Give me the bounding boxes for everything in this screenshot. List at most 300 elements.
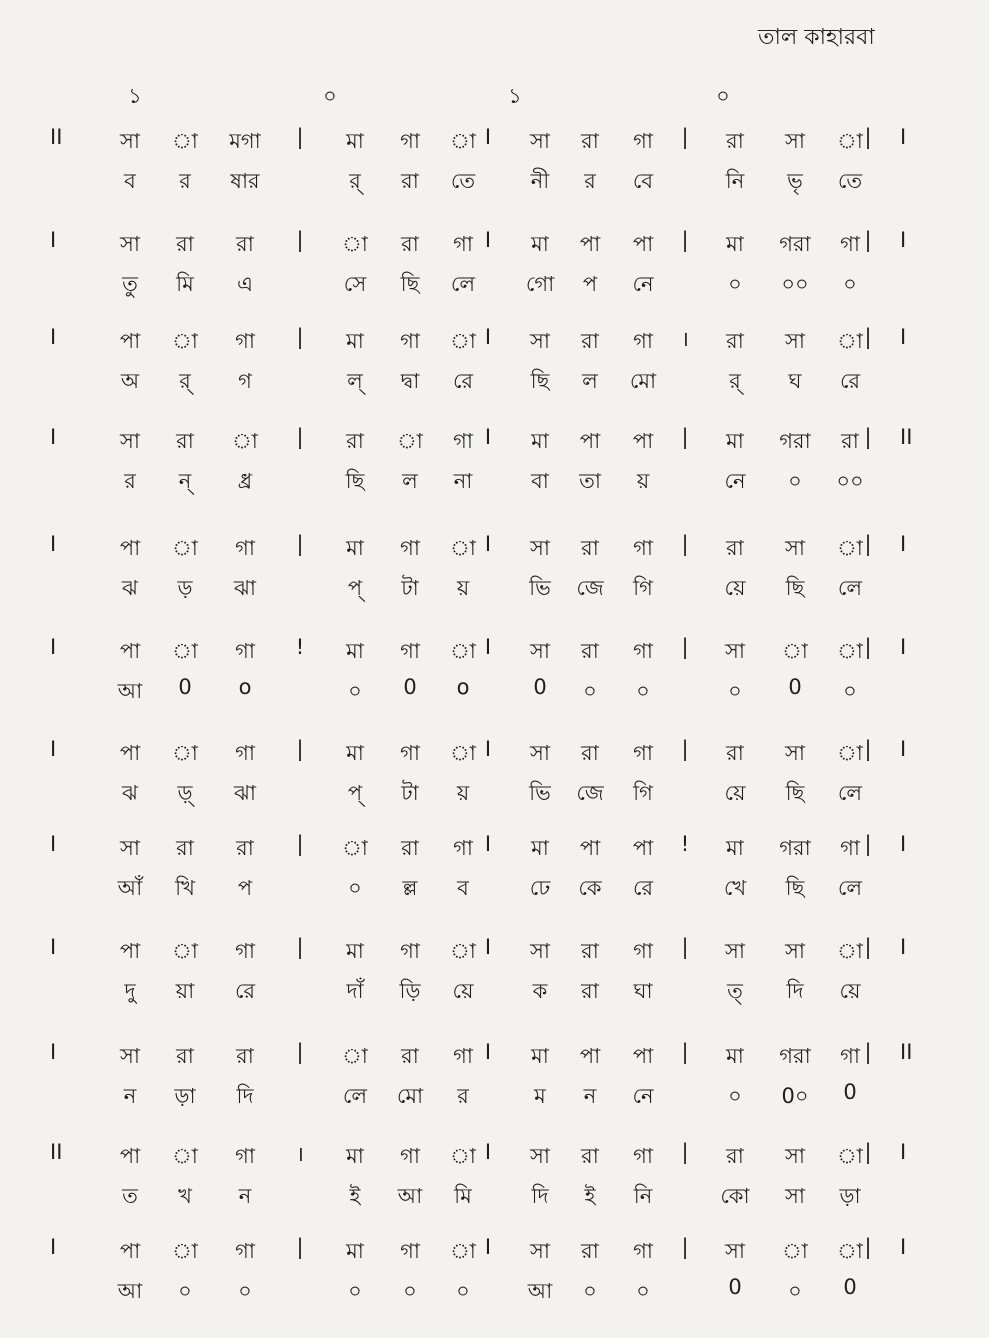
swara-note: গরা <box>779 429 811 453</box>
lyric-syllable: ড়্ <box>177 781 193 805</box>
swara-note: া <box>172 329 198 353</box>
swara-note: া <box>450 329 476 353</box>
lyric-syllable: ই <box>349 1184 361 1208</box>
lyric-syllable: র <box>584 169 596 193</box>
swara-note: রা <box>726 1144 744 1168</box>
lyric-syllable: লে <box>837 781 863 805</box>
lyric-syllable: ο <box>456 675 470 699</box>
swara-note: পা <box>632 232 654 256</box>
lyrics-row <box>0 268 989 302</box>
lyric-syllable: আ <box>117 679 143 703</box>
swara-note: া <box>450 1144 476 1168</box>
swara-note: সা <box>725 639 745 663</box>
swara-row <box>0 832 989 866</box>
swara-note: া <box>172 536 198 560</box>
bar-start-mark: I <box>50 635 57 659</box>
lyric-syllable: ছি <box>785 876 805 900</box>
bar-start-mark: I <box>50 228 57 252</box>
lyrics-row <box>0 365 989 399</box>
beat-separator: | <box>864 1040 872 1064</box>
lyric-syllable: আ <box>397 1184 423 1208</box>
swara-note: সা <box>530 741 550 765</box>
swara-note: পা <box>632 429 654 453</box>
swara-note: মা <box>531 836 549 860</box>
bar-start-mark: I <box>50 325 57 349</box>
beat-separator: | <box>864 1140 872 1164</box>
lyric-syllable: ০ <box>583 1279 597 1303</box>
swara-note: পা <box>579 1044 601 1068</box>
swara-note: গা <box>400 329 420 353</box>
lyric-syllable: খ <box>178 1184 192 1208</box>
swara-note: া <box>342 1044 368 1068</box>
lyric-syllable: য়ে <box>724 781 746 805</box>
swara-note: া <box>837 536 863 560</box>
swara-note: া <box>837 129 863 153</box>
swara-note: গা <box>840 232 860 256</box>
lyric-syllable: ঘা <box>633 979 653 1003</box>
lyric-syllable: ব <box>124 169 136 193</box>
swara-note: গরা <box>779 836 811 860</box>
swara-note: রা <box>176 1044 194 1068</box>
swara-row <box>0 425 989 459</box>
lyric-syllable: টা <box>401 576 419 600</box>
beat-separator: | <box>296 737 304 761</box>
swara-note: মা <box>346 741 364 765</box>
lyric-syllable: রে <box>839 369 861 393</box>
lyric-syllable: ০ <box>728 272 742 296</box>
swara-row <box>0 935 989 969</box>
swara-note: গা <box>400 939 420 963</box>
lyric-syllable: ভৃ <box>787 169 803 193</box>
lyric-syllable: জে <box>576 576 604 600</box>
lyric-syllable: গি <box>633 576 653 600</box>
beat-separator: | <box>296 125 304 149</box>
lyric-syllable: 0 <box>533 675 547 699</box>
lyric-syllable: ত <box>122 1184 138 1208</box>
bar-end-mark: I <box>900 737 907 761</box>
bar-start-mark: I <box>50 532 57 556</box>
lyric-syllable: ভি <box>529 781 551 805</box>
swara-note: সা <box>725 1239 745 1263</box>
swara-note: সা <box>530 1144 550 1168</box>
swara-note: মা <box>346 1239 364 1263</box>
lyric-syllable: ০ <box>728 1084 742 1108</box>
swara-note: রা <box>236 836 254 860</box>
lyric-syllable: রে <box>234 979 256 1003</box>
swara-note: া <box>450 741 476 765</box>
lyric-syllable: দু <box>124 979 136 1003</box>
swara-note: মা <box>346 639 364 663</box>
swara-note: রা <box>401 1044 419 1068</box>
notation-block <box>0 737 989 833</box>
lyric-syllable: ধ্র <box>237 469 253 493</box>
swara-note: সা <box>530 129 550 153</box>
swara-note: া <box>837 639 863 663</box>
swara-row <box>0 532 989 566</box>
lyric-syllable: ব <box>457 876 469 900</box>
beat-separator: | <box>681 635 689 659</box>
swara-note: রা <box>176 429 194 453</box>
swara-note: রা <box>346 429 364 453</box>
lyric-syllable: ড়া <box>839 1184 861 1208</box>
swara-note: মা <box>346 939 364 963</box>
swara-note: রা <box>581 329 599 353</box>
lyric-syllable: ঝা <box>234 576 256 600</box>
swara-note: পা <box>119 639 141 663</box>
swara-note: গরা <box>779 1044 811 1068</box>
lyric-syllable: কো <box>720 1184 750 1208</box>
lyric-syllable: য়ে <box>839 979 861 1003</box>
beat-separator: | <box>681 125 689 149</box>
tala-mark: ০ <box>323 84 337 108</box>
swara-note: সা <box>120 129 140 153</box>
swara-note: া <box>172 639 198 663</box>
lyric-syllable: নি <box>633 1184 653 1208</box>
swara-note: মা <box>726 1044 744 1068</box>
notation-block <box>0 425 989 521</box>
lyric-syllable: দি <box>786 979 804 1003</box>
notation-block <box>0 325 989 421</box>
swara-note: সা <box>785 1144 805 1168</box>
lyric-syllable: ম <box>534 1084 546 1108</box>
swara-row <box>0 125 989 159</box>
lyrics-row <box>0 165 989 199</box>
beat-separator: I <box>484 635 492 659</box>
lyric-syllable: প <box>237 876 253 900</box>
swara-note: া <box>172 1239 198 1263</box>
lyric-syllable: য়ে <box>452 979 474 1003</box>
swara-note: রা <box>581 129 599 153</box>
swara-note: া <box>782 1239 808 1263</box>
lyric-syllable: ল <box>582 369 598 393</box>
swara-note: পা <box>119 1239 141 1263</box>
swara-note: রা <box>726 741 744 765</box>
swara-note: া <box>172 129 198 153</box>
swara-row <box>0 1235 989 1269</box>
swara-note: গা <box>840 836 860 860</box>
lyric-syllable: কে <box>578 876 602 900</box>
swara-note: গা <box>840 1044 860 1068</box>
lyric-syllable: মো <box>396 1084 424 1108</box>
lyric-syllable: র <box>124 469 136 493</box>
lyric-syllable: জে <box>576 781 604 805</box>
lyric-syllable: ঘ <box>788 369 802 393</box>
beat-separator: I <box>484 1235 492 1259</box>
swara-note: সা <box>530 639 550 663</box>
lyric-syllable: রা <box>581 979 599 1003</box>
swara-note: া <box>450 129 476 153</box>
lyric-syllable: ০ <box>348 679 362 703</box>
lyric-syllable: এ <box>237 272 253 296</box>
beat-separator: | <box>864 125 872 149</box>
bar-start-mark: I <box>50 1235 57 1259</box>
lyric-syllable: নি <box>725 169 745 193</box>
lyric-syllable: ল <box>402 469 418 493</box>
swara-note: গা <box>400 536 420 560</box>
lyric-syllable: য় <box>456 781 470 805</box>
lyric-syllable: ল্ <box>347 369 363 393</box>
lyric-syllable: 0 <box>843 1275 857 1299</box>
swara-note: গা <box>633 536 653 560</box>
lyric-syllable: 0০ <box>781 1084 809 1108</box>
lyric-syllable: র <box>179 169 191 193</box>
lyric-syllable: না <box>453 469 473 493</box>
lyric-syllable: 0 <box>178 675 192 699</box>
swara-row <box>0 635 989 669</box>
swara-row <box>0 228 989 262</box>
lyrics-row <box>0 465 989 499</box>
beat-separator: I <box>484 325 492 349</box>
beat-separator: | <box>681 532 689 556</box>
lyric-syllable: ০ <box>238 1279 252 1303</box>
beat-separator: | <box>864 532 872 556</box>
swara-note: গা <box>235 329 255 353</box>
beat-separator: | <box>296 532 304 556</box>
lyric-syllable: গ <box>238 369 252 393</box>
lyric-syllable: ০ <box>636 1279 650 1303</box>
swara-note: গা <box>633 329 653 353</box>
notation-block <box>0 228 989 324</box>
tala-marker-row <box>0 80 989 110</box>
swara-note: গা <box>400 639 420 663</box>
lyric-syllable: আ <box>527 1279 553 1303</box>
swara-note: মা <box>346 536 364 560</box>
lyric-syllable: ০ <box>403 1279 417 1303</box>
swara-note: পা <box>119 329 141 353</box>
bar-end-mark: I <box>900 125 907 149</box>
lyric-syllable: মো <box>629 369 657 393</box>
lyric-syllable: 0 <box>843 1080 857 1104</box>
lyric-syllable: ০০ <box>781 272 809 296</box>
lyric-syllable: লে <box>837 876 863 900</box>
tala-mark: ০ <box>716 84 730 108</box>
lyric-syllable: মি <box>454 1184 472 1208</box>
swara-note: রা <box>581 939 599 963</box>
swara-note: গা <box>235 1144 255 1168</box>
lyric-syllable: অ <box>120 369 140 393</box>
swara-note: মা <box>531 232 549 256</box>
beat-separator: ! <box>295 635 305 659</box>
lyric-syllable: য় <box>636 469 650 493</box>
lyric-syllable: গি <box>633 781 653 805</box>
beat-separator: I <box>484 737 492 761</box>
lyric-syllable: সা <box>785 1184 805 1208</box>
lyric-syllable: 0 <box>788 675 802 699</box>
lyric-syllable: ০ <box>348 876 362 900</box>
swara-note: গা <box>235 939 255 963</box>
swara-note: মা <box>346 1144 364 1168</box>
notation-block <box>0 1140 989 1236</box>
swara-note: া <box>342 232 368 256</box>
notation-block <box>0 1235 989 1331</box>
beat-separator: | <box>864 832 872 856</box>
swara-note: গা <box>400 1144 420 1168</box>
lyric-syllable: র্ <box>179 369 191 393</box>
bar-end-mark: I <box>900 1235 907 1259</box>
lyric-syllable: য়ে <box>724 576 746 600</box>
lyric-syllable: ন্ <box>178 469 192 493</box>
swara-note: া <box>837 939 863 963</box>
lyric-syllable: ল্ল <box>402 876 418 900</box>
swara-note: রা <box>176 232 194 256</box>
swara-note: পা <box>632 836 654 860</box>
swara-note: পা <box>119 939 141 963</box>
beat-separator: | <box>864 737 872 761</box>
swara-note: রা <box>841 429 859 453</box>
swara-note: রা <box>401 232 419 256</box>
swara-note: গা <box>453 836 473 860</box>
lyric-syllable: ই <box>584 1184 596 1208</box>
swara-note: া <box>782 639 808 663</box>
swara-note: সা <box>785 536 805 560</box>
swara-note: া <box>450 536 476 560</box>
swara-row <box>0 1140 989 1174</box>
swara-note: রা <box>236 232 254 256</box>
swara-note: সা <box>120 836 140 860</box>
page-title: তাল কাহারবা <box>758 25 875 50</box>
lyric-syllable: ০ <box>788 469 802 493</box>
notation-block <box>0 832 989 928</box>
beat-separator: I <box>484 832 492 856</box>
lyric-syllable: ন <box>238 1184 252 1208</box>
lyric-syllable: 0 <box>403 675 417 699</box>
beat-separator: । <box>296 1142 304 1166</box>
lyric-syllable: বে <box>632 169 654 193</box>
swara-note: া <box>172 939 198 963</box>
lyric-syllable: মি <box>176 272 194 296</box>
swara-note: রা <box>581 1144 599 1168</box>
swara-note: মা <box>726 232 744 256</box>
lyric-syllable: ভি <box>529 576 551 600</box>
swara-note: মগা <box>229 129 261 153</box>
swara-note: গা <box>453 429 473 453</box>
lyric-syllable: o <box>238 675 252 699</box>
bar-start-mark: I <box>50 425 57 449</box>
bar-end-mark: I <box>900 832 907 856</box>
notation-block <box>0 125 989 221</box>
swara-note: গা <box>400 741 420 765</box>
notation-block <box>0 1040 989 1136</box>
swara-note: গরা <box>779 232 811 256</box>
lyric-syllable: আঁ <box>117 876 143 900</box>
beat-separator: | <box>296 832 304 856</box>
swara-note: সা <box>785 939 805 963</box>
bar-end-mark: I <box>900 228 907 252</box>
lyric-syllable: নে <box>632 272 654 296</box>
bar-start-mark: I <box>50 737 57 761</box>
lyrics-row <box>0 777 989 811</box>
tala-mark: ১ <box>128 84 142 108</box>
swara-note: গা <box>453 232 473 256</box>
lyric-syllable: লে <box>342 1084 368 1108</box>
swara-note: া <box>450 639 476 663</box>
swara-note: মা <box>346 129 364 153</box>
lyric-syllable: তু <box>122 272 138 296</box>
swara-row <box>0 325 989 359</box>
lyrics-row <box>0 1275 989 1309</box>
beat-separator: I <box>484 1140 492 1164</box>
lyric-syllable: ছি <box>785 781 805 805</box>
lyric-syllable: নে <box>724 469 746 493</box>
swara-note: রা <box>581 639 599 663</box>
swara-note: া <box>837 1239 863 1263</box>
swara-note: গা <box>400 1239 420 1263</box>
bar-end-mark: I <box>900 325 907 349</box>
lyric-syllable: দি <box>531 1184 549 1208</box>
bar-start-mark: II <box>50 1140 63 1164</box>
beat-separator: | <box>864 425 872 449</box>
swara-note: মা <box>531 429 549 453</box>
lyric-syllable: নী <box>530 169 550 193</box>
bar-end-mark: I <box>900 1140 907 1164</box>
swara-note: সা <box>530 1239 550 1263</box>
beat-separator: | <box>296 1235 304 1259</box>
lyrics-row <box>0 975 989 1009</box>
lyric-syllable: তে <box>450 169 476 193</box>
beat-separator: | <box>864 635 872 659</box>
bar-end-mark: II <box>900 425 913 449</box>
swara-note: মা <box>726 836 744 860</box>
lyric-syllable: প্ <box>347 781 363 805</box>
lyric-syllable: প্ <box>347 576 363 600</box>
swara-note: া <box>397 429 423 453</box>
tala-mark: ১ <box>508 84 522 108</box>
swara-note: গা <box>235 536 255 560</box>
swara-note: মা <box>726 429 744 453</box>
swara-note: রা <box>176 836 194 860</box>
lyric-syllable: দ্বা <box>400 369 420 393</box>
swara-note: া <box>837 329 863 353</box>
beat-separator: | <box>681 935 689 959</box>
lyric-syllable: লে <box>450 272 476 296</box>
swara-note: গা <box>235 1239 255 1263</box>
swara-note: া <box>232 429 258 453</box>
swara-note: সা <box>530 939 550 963</box>
beat-separator: । <box>681 327 689 351</box>
swara-note: পা <box>119 1144 141 1168</box>
lyrics-row <box>0 872 989 906</box>
beat-separator: | <box>864 325 872 349</box>
lyric-syllable: র্ <box>349 169 361 193</box>
swara-note: রা <box>726 129 744 153</box>
lyric-syllable: র্ <box>729 369 741 393</box>
lyric-syllable: খে <box>723 876 747 900</box>
swara-note: গা <box>235 639 255 663</box>
lyric-syllable: গো <box>525 272 555 296</box>
notation-block <box>0 935 989 1031</box>
swara-note: রা <box>581 741 599 765</box>
swara-note: রা <box>726 536 744 560</box>
lyric-syllable: টা <box>401 781 419 805</box>
swara-note: গা <box>633 1239 653 1263</box>
bar-end-mark: II <box>900 1040 913 1064</box>
beat-separator: | <box>296 935 304 959</box>
lyric-syllable: ০ <box>843 679 857 703</box>
swara-note: গা <box>633 741 653 765</box>
beat-separator: I <box>484 228 492 252</box>
lyric-syllable: রে <box>452 369 474 393</box>
lyrics-row <box>0 1080 989 1114</box>
lyric-syllable: ঝ <box>122 781 138 805</box>
lyrics-row <box>0 572 989 606</box>
lyric-syllable: বা <box>531 469 549 493</box>
lyric-syllable: তা <box>579 469 601 493</box>
lyric-syllable: নে <box>632 1084 654 1108</box>
swara-note: পা <box>579 836 601 860</box>
beat-separator: | <box>296 1040 304 1064</box>
swara-note: সা <box>785 129 805 153</box>
lyric-syllable: ০ <box>178 1279 192 1303</box>
